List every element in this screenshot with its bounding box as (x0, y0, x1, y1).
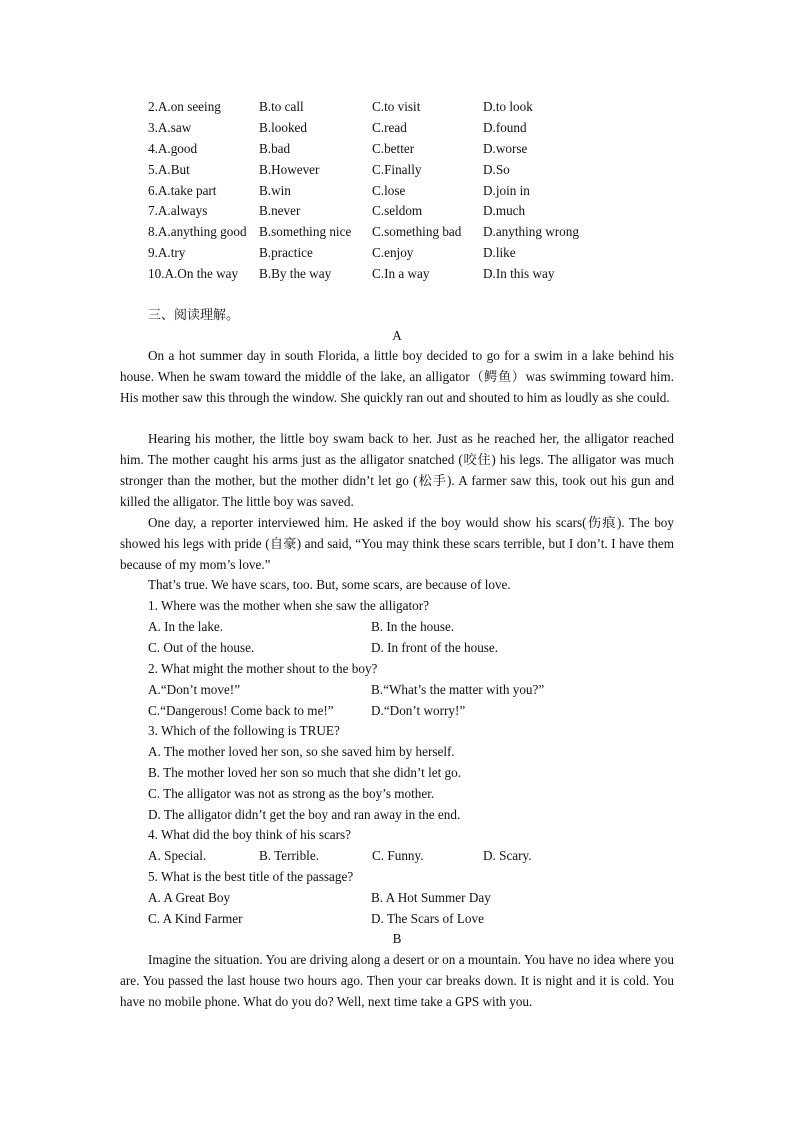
answer-option: B. In the house. (371, 619, 455, 634)
passage-a-label: A (392, 328, 402, 343)
option-b: B.win (259, 182, 291, 198)
section-title: 三、阅读理解。 (148, 308, 240, 323)
answer-option: D. In front of the house. (371, 640, 499, 655)
question-5: 5. What is the best title of the passage? (148, 869, 354, 884)
question-1: 1. Where was the mother when she saw the alligator? (148, 598, 429, 613)
option-b: B.to call (259, 99, 304, 114)
option-b: B.bad (259, 140, 291, 156)
passage-a-paragraph-4: That’s true. We have scars, too. But, some scars, are because of love. (148, 577, 511, 592)
question-3: 3. Which of the following is TRUE? (148, 723, 340, 738)
option-c: C.read (372, 119, 407, 135)
option-b: B.something nice (259, 224, 352, 240)
answer-option: C. A Kind Farmer (148, 911, 243, 926)
answer-option: A. A Great Boy (148, 890, 231, 905)
answer-row (148, 701, 708, 722)
option-c: C.seldom (372, 203, 423, 219)
option-a: 8.A.anything good (148, 224, 247, 240)
option-c: C.enjoy (372, 245, 414, 261)
option-d: D.So (483, 161, 510, 177)
option-c: C.to visit (372, 99, 421, 114)
option-a: 2.A.on seeing (148, 99, 221, 114)
option-a: 10.A.On the way (148, 266, 239, 282)
answer-option: B.“What’s the matter with you?” (371, 682, 545, 697)
option-d: D.anything wrong (483, 224, 579, 240)
answer-option: A. Special. (148, 848, 207, 863)
answer-option: A.“Don’t move!” (148, 682, 241, 697)
answer-row (148, 909, 708, 930)
option-a: 5.A.But (148, 161, 190, 177)
option-b: B.practice (259, 245, 313, 261)
option-c: C.better (372, 140, 415, 156)
passage-a-paragraph-3: One day, a reporter interviewed him. He asked if the boy would show his scars(伤痕). The boy showed his legs with pride (自豪) and said, “You may think these scars terrible, but I don’t. I have them because of my mom’s love.” (120, 515, 674, 572)
answer-option: B. Terrible. (259, 848, 319, 863)
option-a: 9.A.try (148, 245, 186, 261)
option-b: B.looked (259, 119, 307, 135)
option-b: B.never (259, 203, 301, 219)
answer-row (148, 638, 708, 659)
passage-a-paragraph-1: On a hot summer day in south Florida, a little boy decided to go for a swim in a lake behind his house. When he swam toward the middle of the lake, an alligator（鳄鱼）was swimming toward him. His mother saw this through the window. She quickly ran out and shouted to him as loudly as she could. (120, 348, 674, 405)
passage-a-paragraph-2: Hearing his mother, the little boy swam back to her. Just as he reached her, the alligator reached him. The mother caught his arms just as the alligator snatched (咬住) his legs. The alligator was much stronger than the mother, but the mother didn’t let go (松手). A farmer saw this, took out his gun and killed the alligator. The little boy was saved. (120, 431, 674, 509)
answer-row (148, 617, 708, 638)
answer-option: D.“Don’t worry!” (371, 703, 466, 718)
passage-b-label: B (392, 931, 402, 946)
answer-option: B. A Hot Summer Day (371, 890, 491, 905)
option-a: 3.A.saw (148, 119, 192, 135)
option-b: B.However (259, 161, 320, 177)
option-b: B.By the way (259, 266, 332, 282)
answer-option: D. Scary. (483, 848, 532, 863)
answer-option: A. In the lake. (148, 619, 224, 634)
option-d: D.found (483, 119, 527, 135)
option-d: D.worse (483, 140, 528, 156)
option-d: D.join in (483, 182, 530, 198)
answer-option: D. The Scars of Love (371, 911, 484, 926)
answer-option: C. Out of the house. (148, 640, 255, 655)
answer-option: B. The mother loved her son so much that she didn’t let go. (148, 765, 462, 780)
question-2: 2. What might the mother shout to the boy? (148, 661, 378, 676)
option-c: C.In a way (372, 266, 430, 282)
option-c: C.lose (372, 182, 406, 198)
answer-row (148, 846, 708, 867)
option-d: D.to look (483, 99, 533, 114)
answer-option: C. Funny. (372, 848, 424, 863)
option-c: C.Finally (372, 161, 422, 177)
answer-row (148, 888, 708, 909)
answer-row (148, 680, 708, 701)
option-d: D.like (483, 245, 516, 261)
option-a: 4.A.good (148, 140, 198, 156)
option-d: D.In this way (483, 266, 555, 282)
option-a: 7.A.always (148, 203, 208, 219)
option-a: 6.A.take part (148, 182, 217, 198)
passage-b-paragraph-1: Imagine the situation. You are driving along a desert or on a mountain. You have no idea where you are. You passed the last house two hours ago. Then your car breaks down. It is night and it is cold. You have no mobile phone. What do you do? Well, next time take a GPS with you. (120, 952, 674, 1009)
answer-option: C.“Dangerous! Come back to me!” (148, 703, 334, 718)
answer-option: C. The alligator was not as strong as the boy’s mother. (148, 786, 435, 801)
option-c: C.something bad (372, 224, 462, 240)
answer-option: A. The mother loved her son, so she saved him by herself. (148, 744, 455, 759)
option-d: D.much (483, 203, 526, 219)
answer-option: D. The alligator didn’t get the boy and ran away in the end. (148, 807, 461, 822)
question-4: 4. What did the boy think of his scars? (148, 827, 352, 842)
